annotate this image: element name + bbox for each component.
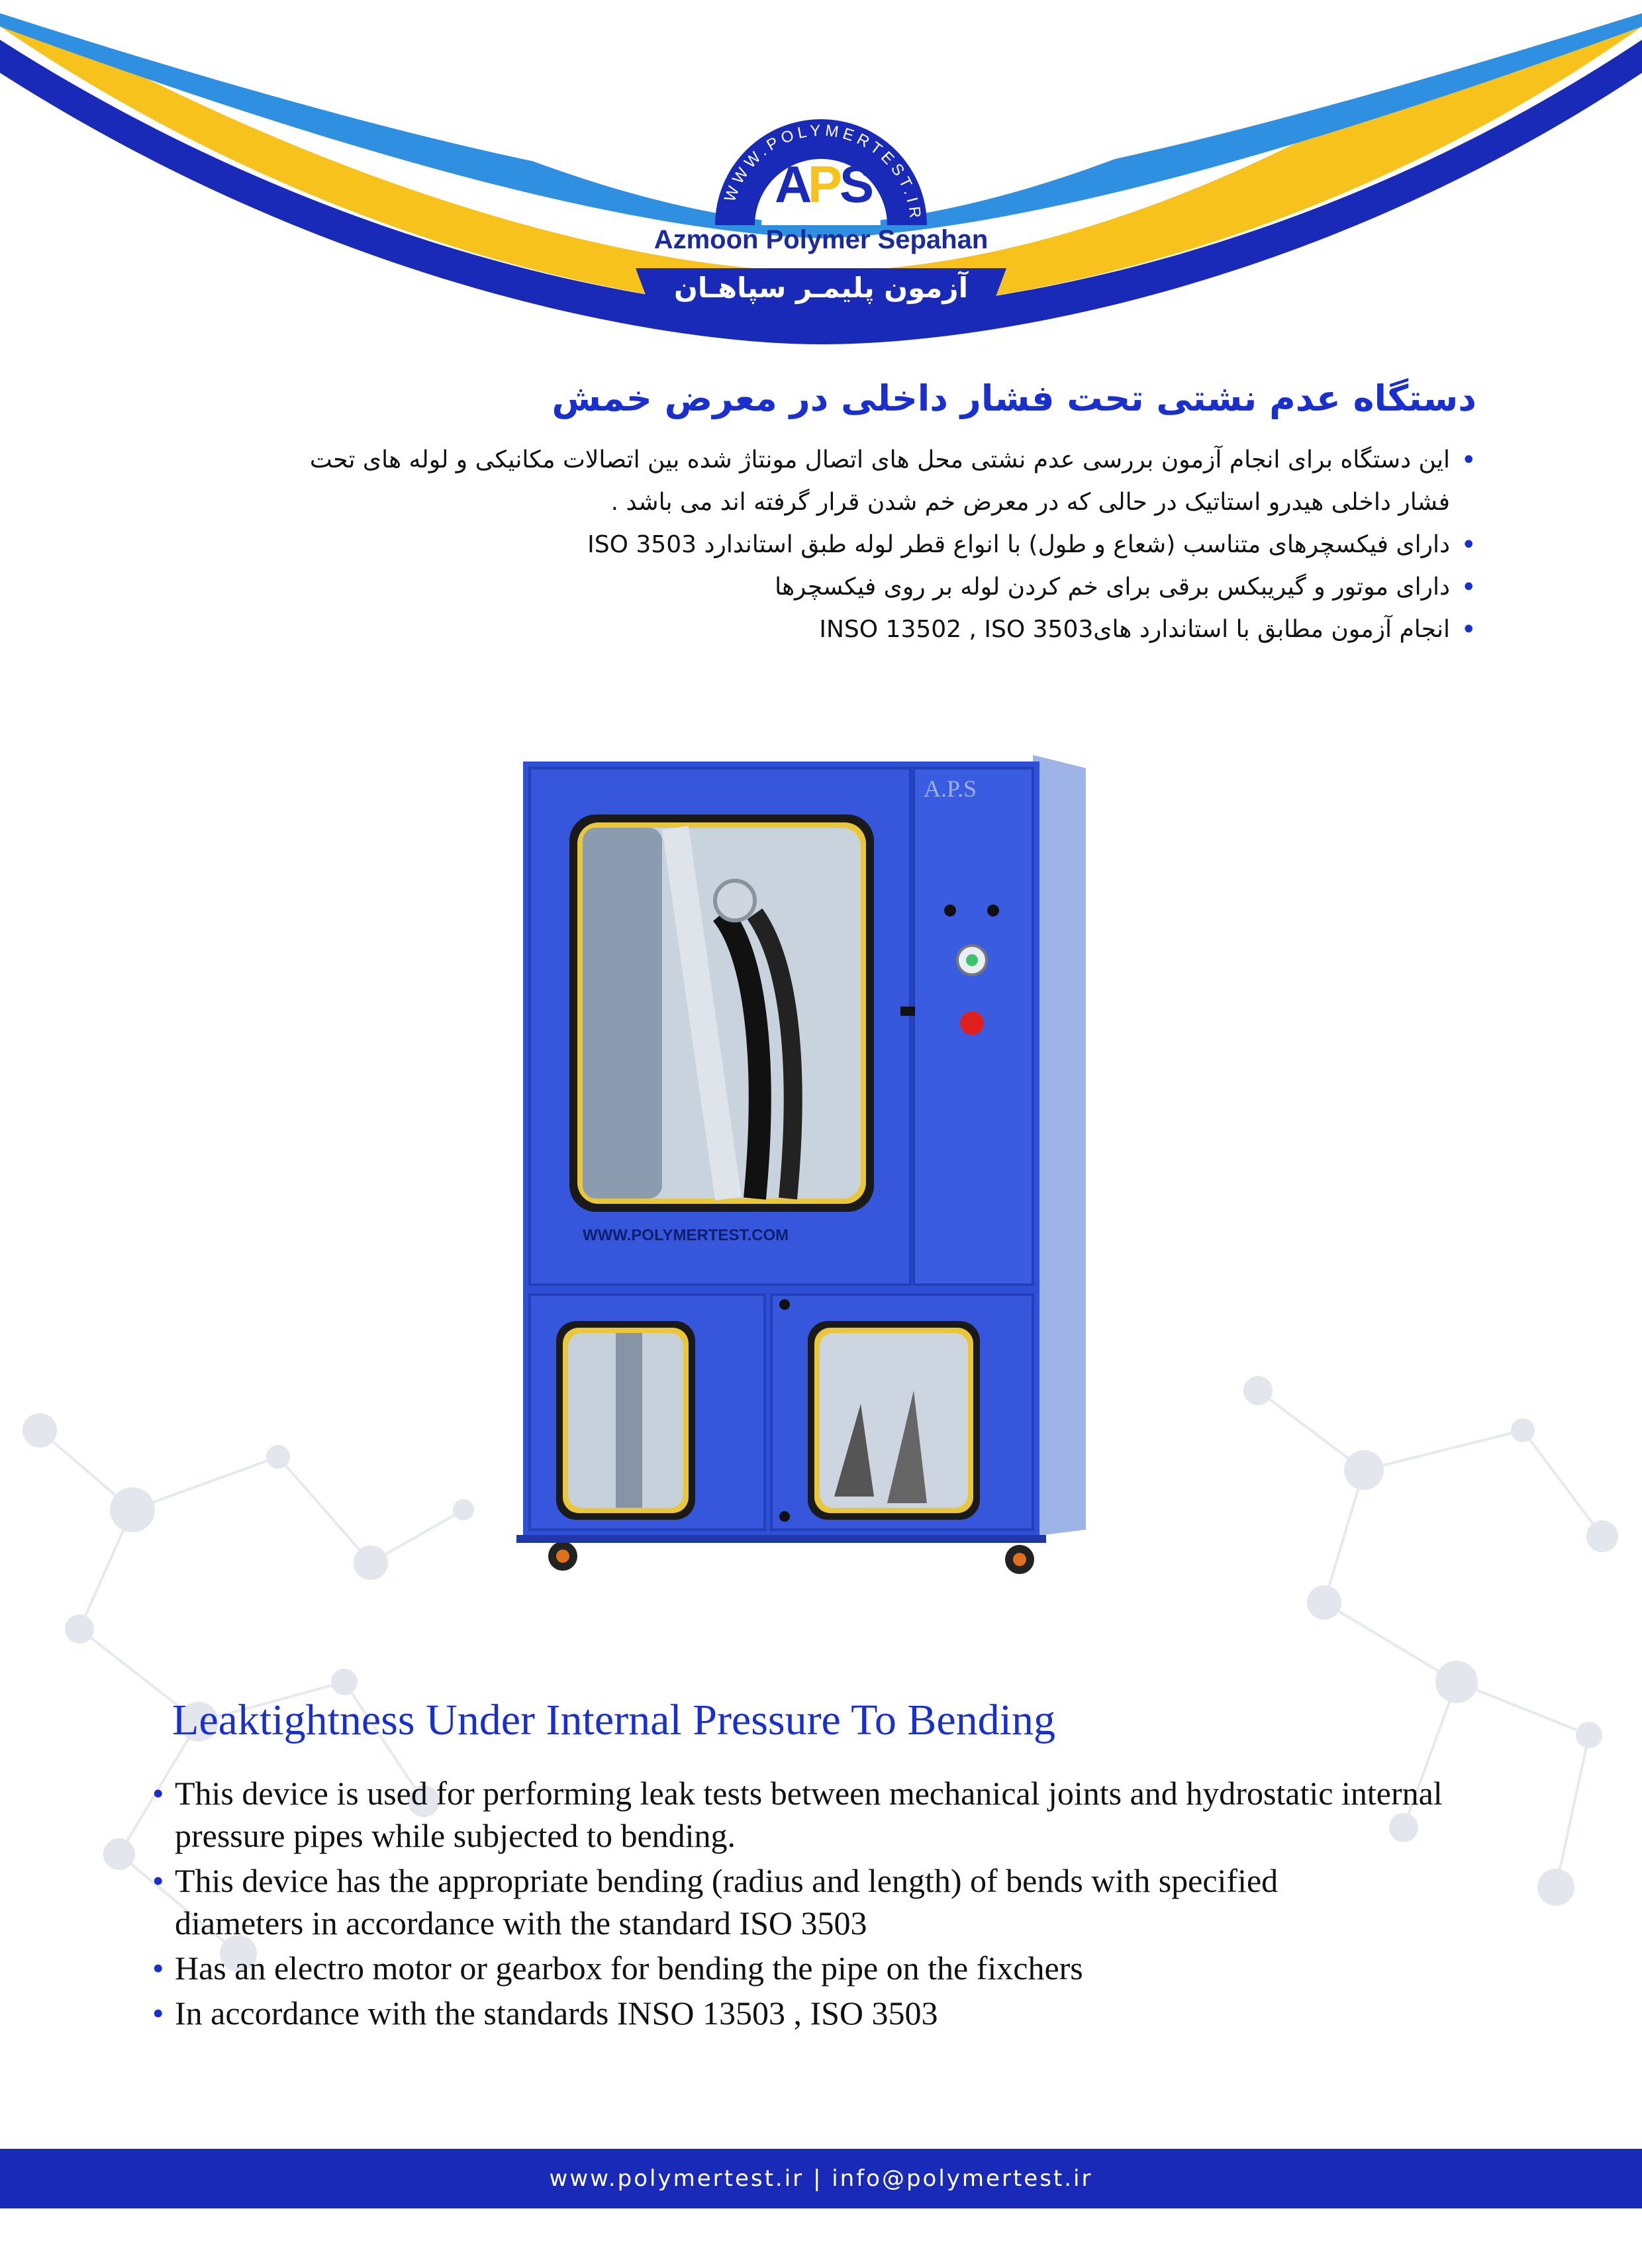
persian-bullet-list [252,439,1476,651]
english-bullet: • This device has the appropriate bending (radius and length) of bends with specified diameters in accordance with the standard ISO 3503 [152,1859,1543,1944]
english-description [152,1695,1543,2037]
english-bullet: • Has an electro motor or gearbox for bending the pipe on the fixchers [152,1947,1543,1989]
footer-contact-text: www.polymertest.ir | info@polymertest.ir [549,2165,1093,2192]
english-title: Leaktightness Under Internal Pressure To Bending [172,1696,1056,1744]
footer-bar [0,2149,1642,2208]
persian-bullet: • این دستگاه برای انجام آزمون بررسی عدم نشتی محل های اتصال مونتاژ شده بین اتصالات مکانیکی و لوله های تحت فشار داخلی هیدرو استاتیک در حالی که در معرض خم شدن قرار گرفته اند می باشد . [252,439,1476,524]
english-bullet: • In accordance with the standards INSO 13503 , ISO 3503 [152,1992,1543,2034]
cabinet-website-label: WWW.POLYMERTEST.COM [583,1226,789,1244]
brand-name-persian: آزمون پلیمـر سپاهـان [673,271,968,304]
svg-text:WWW.POLYMERTEST.IR [721,122,924,223]
cabinet-panel-label: A.P.S [924,775,977,802]
leak-test-cabinet-image [516,742,1099,1642]
svg-text:P: P [808,155,843,213]
persian-title: دستگاه عدم نشتی تحت فشار داخلی در معرض خمش [552,377,1476,419]
persian-bullet: • انجام آزمون مطابق با استاندارد های3503 INSO 13502 , ISO [252,609,1476,651]
logo-ring-text: WWW.POLYMERTEST.IR [720,121,925,223]
svg-text:A: A [775,155,812,213]
brand-name-english: Azmoon Polymer Sepahan [653,225,989,254]
english-bullet-list [152,1772,1543,2034]
persian-description [252,377,1476,651]
english-bullet: • This device is used for performing leak tests between mechanical joints and hydrostatic internal pressure pipes while subjected to bending. [152,1772,1543,1857]
persian-bullet: • دارای فیکسچرهای متناسب (شعاع و طول) با انواع قطر لوله طبق استاندارد ISO 3503 [252,524,1476,566]
svg-text:S: S [840,155,875,213]
persian-bullet: • دارای موتور و گیریبکس برقی برای خم کردن لوله بر روی فیکسچرها [252,566,1476,609]
